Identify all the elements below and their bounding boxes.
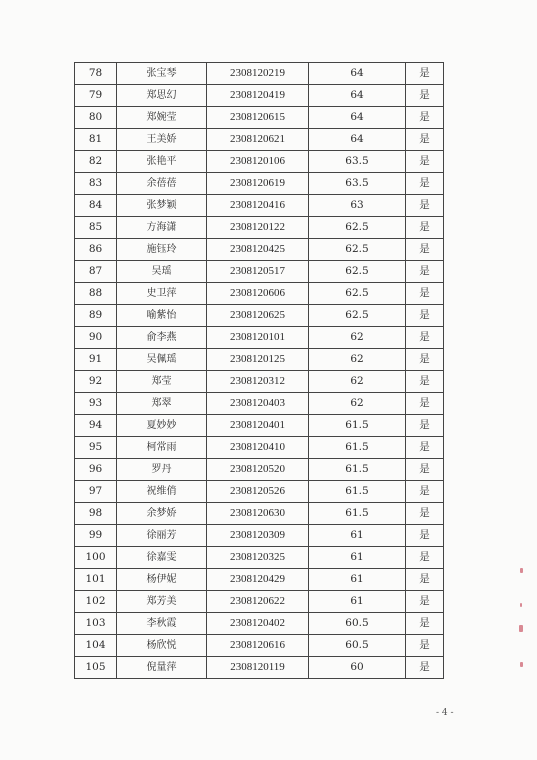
table-row — [75, 217, 444, 239]
table-row — [75, 85, 444, 107]
row-number: 103 — [75, 613, 117, 635]
seal-fragment — [520, 568, 523, 573]
table-row — [75, 393, 444, 415]
score: 61 — [309, 591, 406, 613]
student-name: 喻紫怡 — [117, 305, 207, 327]
row-number: 96 — [75, 459, 117, 481]
score: 63 — [309, 195, 406, 217]
student-id: 2308120419 — [207, 85, 309, 107]
student-name: 罗丹 — [117, 459, 207, 481]
student-id: 2308120630 — [207, 503, 309, 525]
table-row — [75, 195, 444, 217]
table-row — [75, 635, 444, 657]
student-name: 郑芳美 — [117, 591, 207, 613]
row-number: 100 — [75, 547, 117, 569]
table-row — [75, 63, 444, 85]
qualified-flag: 是 — [406, 151, 444, 173]
student-id: 2308120403 — [207, 393, 309, 415]
row-number: 97 — [75, 481, 117, 503]
qualified-flag: 是 — [406, 591, 444, 613]
score: 64 — [309, 129, 406, 151]
student-id: 2308120606 — [207, 283, 309, 305]
page-number: - 4 - — [436, 708, 454, 718]
student-name: 吴瑶 — [117, 261, 207, 283]
score: 62 — [309, 327, 406, 349]
student-name: 倪量萍 — [117, 657, 207, 679]
table-row — [75, 305, 444, 327]
row-number: 84 — [75, 195, 117, 217]
row-number: 87 — [75, 261, 117, 283]
row-number: 89 — [75, 305, 117, 327]
student-id: 2308120402 — [207, 613, 309, 635]
qualified-flag: 是 — [406, 459, 444, 481]
score: 61 — [309, 569, 406, 591]
table-row — [75, 569, 444, 591]
table-row — [75, 415, 444, 437]
row-number: 98 — [75, 503, 117, 525]
qualified-flag: 是 — [406, 261, 444, 283]
score: 60.5 — [309, 613, 406, 635]
score: 60 — [309, 657, 406, 679]
student-name: 柯常雨 — [117, 437, 207, 459]
score: 63.5 — [309, 151, 406, 173]
student-name: 徐丽芳 — [117, 525, 207, 547]
qualified-flag: 是 — [406, 217, 444, 239]
student-id: 2308120616 — [207, 635, 309, 657]
score-table-body — [75, 63, 444, 679]
qualified-flag: 是 — [406, 525, 444, 547]
student-id: 2308120526 — [207, 481, 309, 503]
qualified-flag: 是 — [406, 437, 444, 459]
seal-fragment — [520, 603, 522, 607]
student-name: 郑思幻 — [117, 85, 207, 107]
qualified-flag: 是 — [406, 305, 444, 327]
score: 61.5 — [309, 459, 406, 481]
score: 63.5 — [309, 173, 406, 195]
table-row — [75, 283, 444, 305]
table-row — [75, 371, 444, 393]
row-number: 91 — [75, 349, 117, 371]
table-row — [75, 657, 444, 679]
qualified-flag: 是 — [406, 239, 444, 261]
row-number: 101 — [75, 569, 117, 591]
table-row — [75, 261, 444, 283]
qualified-flag: 是 — [406, 503, 444, 525]
student-name: 余梦娇 — [117, 503, 207, 525]
qualified-flag: 是 — [406, 547, 444, 569]
student-id: 2308120219 — [207, 63, 309, 85]
score: 61.5 — [309, 481, 406, 503]
score: 64 — [309, 85, 406, 107]
row-number: 92 — [75, 371, 117, 393]
student-name: 俞李燕 — [117, 327, 207, 349]
table-row — [75, 613, 444, 635]
student-name: 史卫萍 — [117, 283, 207, 305]
row-number: 93 — [75, 393, 117, 415]
table-row — [75, 591, 444, 613]
student-id: 2308120119 — [207, 657, 309, 679]
qualified-flag: 是 — [406, 415, 444, 437]
student-id: 2308120122 — [207, 217, 309, 239]
row-number: 88 — [75, 283, 117, 305]
qualified-flag: 是 — [406, 569, 444, 591]
table-row — [75, 239, 444, 261]
qualified-flag: 是 — [406, 349, 444, 371]
qualified-flag: 是 — [406, 195, 444, 217]
student-id: 2308120416 — [207, 195, 309, 217]
student-id: 2308120622 — [207, 591, 309, 613]
student-id: 2308120101 — [207, 327, 309, 349]
row-number: 79 — [75, 85, 117, 107]
row-number: 83 — [75, 173, 117, 195]
seal-fragment — [519, 625, 523, 632]
table-row — [75, 547, 444, 569]
table-row — [75, 327, 444, 349]
row-number: 90 — [75, 327, 117, 349]
student-name: 张艳平 — [117, 151, 207, 173]
row-number: 86 — [75, 239, 117, 261]
student-id: 2308120429 — [207, 569, 309, 591]
table-row — [75, 129, 444, 151]
row-number: 99 — [75, 525, 117, 547]
qualified-flag: 是 — [406, 371, 444, 393]
student-name: 张梦颖 — [117, 195, 207, 217]
table-row — [75, 481, 444, 503]
student-id: 2308120615 — [207, 107, 309, 129]
row-number: 105 — [75, 657, 117, 679]
table-row — [75, 525, 444, 547]
score: 62 — [309, 393, 406, 415]
qualified-flag: 是 — [406, 129, 444, 151]
student-id: 2308120106 — [207, 151, 309, 173]
student-name: 方海潇 — [117, 217, 207, 239]
seal-fragment — [520, 662, 523, 667]
qualified-flag: 是 — [406, 481, 444, 503]
qualified-flag: 是 — [406, 327, 444, 349]
score: 64 — [309, 107, 406, 129]
qualified-flag: 是 — [406, 85, 444, 107]
student-name: 郑莹 — [117, 371, 207, 393]
score: 62 — [309, 371, 406, 393]
qualified-flag: 是 — [406, 393, 444, 415]
student-name: 夏妙妙 — [117, 415, 207, 437]
student-id: 2308120517 — [207, 261, 309, 283]
score: 62.5 — [309, 261, 406, 283]
score: 62.5 — [309, 305, 406, 327]
row-number: 85 — [75, 217, 117, 239]
student-name: 王美娇 — [117, 129, 207, 151]
student-id: 2308120410 — [207, 437, 309, 459]
student-name: 吴佩瑶 — [117, 349, 207, 371]
student-id: 2308120625 — [207, 305, 309, 327]
qualified-flag: 是 — [406, 657, 444, 679]
row-number: 81 — [75, 129, 117, 151]
qualified-flag: 是 — [406, 173, 444, 195]
student-name: 杨欣悦 — [117, 635, 207, 657]
student-id: 2308120309 — [207, 525, 309, 547]
table-row — [75, 349, 444, 371]
student-id: 2308120520 — [207, 459, 309, 481]
row-number: 95 — [75, 437, 117, 459]
table-row — [75, 459, 444, 481]
score: 61.5 — [309, 415, 406, 437]
score-table — [74, 62, 444, 679]
student-name: 张宝琴 — [117, 63, 207, 85]
student-name: 施钰玲 — [117, 239, 207, 261]
student-id: 2308120325 — [207, 547, 309, 569]
score: 61 — [309, 525, 406, 547]
student-name: 祝维俏 — [117, 481, 207, 503]
table-row — [75, 173, 444, 195]
score: 62 — [309, 349, 406, 371]
row-number: 82 — [75, 151, 117, 173]
score: 62.5 — [309, 239, 406, 261]
student-id: 2308120312 — [207, 371, 309, 393]
row-number: 102 — [75, 591, 117, 613]
student-name: 李秋霞 — [117, 613, 207, 635]
qualified-flag: 是 — [406, 635, 444, 657]
table-row — [75, 151, 444, 173]
student-name: 郑婉莹 — [117, 107, 207, 129]
score: 61.5 — [309, 437, 406, 459]
row-number: 80 — [75, 107, 117, 129]
qualified-flag: 是 — [406, 613, 444, 635]
score: 61.5 — [309, 503, 406, 525]
student-name: 杨伊妮 — [117, 569, 207, 591]
score: 62.5 — [309, 283, 406, 305]
table-row — [75, 107, 444, 129]
student-name: 余蓓蓓 — [117, 173, 207, 195]
qualified-flag: 是 — [406, 283, 444, 305]
student-id: 2308120619 — [207, 173, 309, 195]
student-name: 徐嘉雯 — [117, 547, 207, 569]
student-name: 郑翠 — [117, 393, 207, 415]
row-number: 94 — [75, 415, 117, 437]
score: 62.5 — [309, 217, 406, 239]
table-row — [75, 503, 444, 525]
qualified-flag: 是 — [406, 63, 444, 85]
score: 61 — [309, 547, 406, 569]
row-number: 78 — [75, 63, 117, 85]
score: 64 — [309, 63, 406, 85]
student-id: 2308120425 — [207, 239, 309, 261]
student-id: 2308120401 — [207, 415, 309, 437]
student-id: 2308120125 — [207, 349, 309, 371]
qualified-flag: 是 — [406, 107, 444, 129]
student-id: 2308120621 — [207, 129, 309, 151]
row-number: 104 — [75, 635, 117, 657]
table-row — [75, 437, 444, 459]
score: 60.5 — [309, 635, 406, 657]
